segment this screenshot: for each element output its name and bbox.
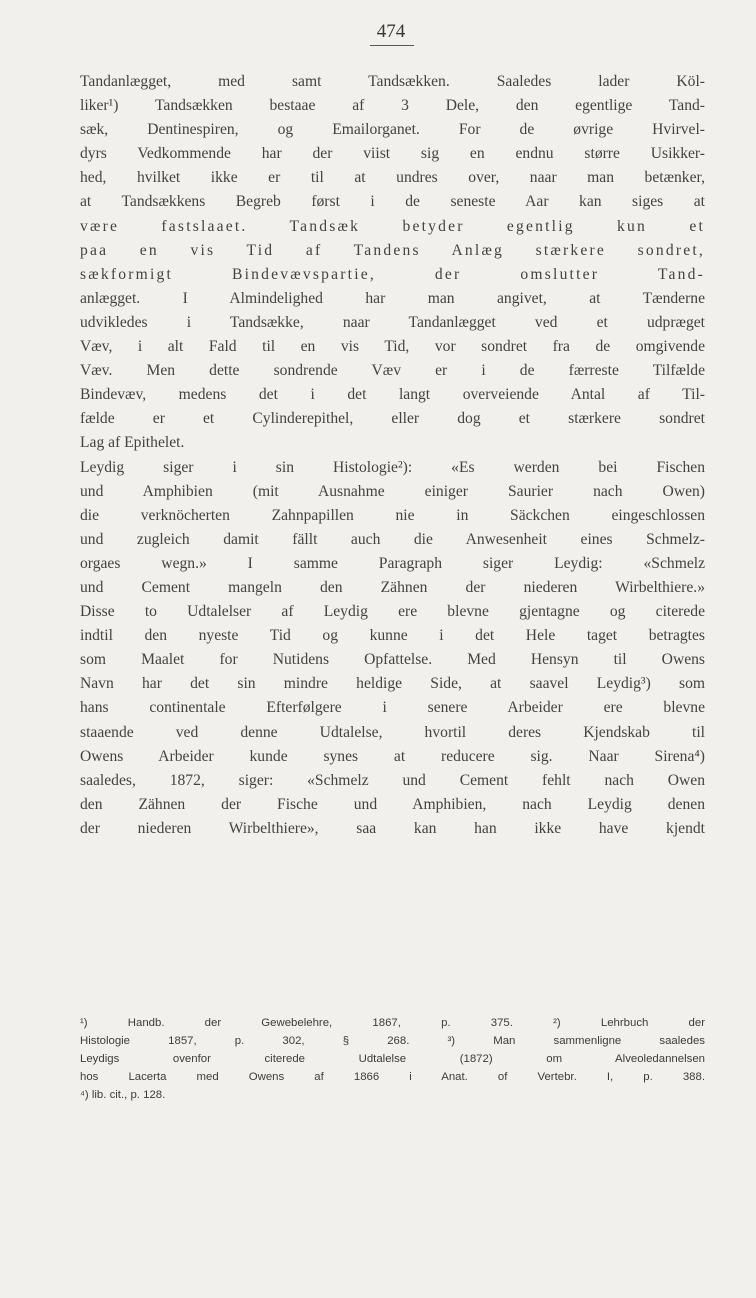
text-line: Leydig siger i sin Histologie²): «Es werden bei Fischen: [80, 458, 705, 476]
text-line: und Cement mangeln den Zähnen der niederen Wirbelthiere.»: [80, 578, 705, 596]
footnote-line: Histologie 1857, p. 302, § 268. ³) Man sammenligne saaledes: [80, 1035, 705, 1047]
text-line: Væv. Men dette sondrende Væv er i de færreste Tilfælde: [80, 362, 705, 380]
text-line: staaende ved denne Udtalelse, hvortil deres Kjendskab til: [80, 723, 705, 741]
text-line: saaledes, 1872, siger: «Schmelz und Cement fehlt nach Owen: [80, 771, 705, 789]
text-line: sækformigt Bindevævspartie, der omslutter Tand-: [80, 265, 705, 283]
footnote-line: ⁴) lib. cit., p. 128.: [80, 1089, 166, 1101]
text-line: Bindevæv, medens det i det langt overveiende Antal af Til-: [80, 386, 705, 404]
text-line: Owens Arbeider kunde synes at reducere sig. Naar Sirena⁴): [80, 747, 705, 765]
text-line: udvikledes i Tandsække, naar Tandanlægget ved et udpræget: [80, 313, 705, 331]
text-line: Navn har det sin mindre heldige Side, at saavel Leydig³) som: [80, 675, 705, 693]
text-line: være fastslaaet. Tandsæk betyder egentlig kun et: [80, 217, 705, 235]
footnote-line: ¹) Handb. der Gewebelehre, 1867, p. 375. ²) Lehrbuch der: [80, 1017, 705, 1029]
text-line: die verknöcherten Zahnpapillen nie in Säckchen eingeschlossen: [80, 506, 705, 524]
text-line: liker¹) Tandsækken bestaae af 3 Dele, den egentlige Tand-: [80, 97, 705, 115]
body-text: [80, 70, 705, 841]
text-line: der niederen Wirbelthiere», saa kan han ikke have kjendt: [80, 819, 705, 837]
text-line: anlægget. I Almindelighed har man angivet, at Tænderne: [80, 289, 705, 307]
text-line: den Zähnen der Fische und Amphibien, nach Leydig denen: [80, 795, 705, 813]
text-line: Disse to Udtalelser af Leydig ere blevne gjentagne og citerede: [80, 603, 705, 621]
text-line: orgaes wegn.» I samme Paragraph siger Leydig: «Schmelz: [80, 554, 705, 572]
text-line: hed, hvilket ikke er til at undres over, naar man betænker,: [80, 169, 705, 187]
text-line: indtil den nyeste Tid og kunne i det Hele taget betragtes: [80, 627, 705, 645]
text-line: und zugleich damit fällt auch die Anwesenheit eines Schmelz-: [80, 530, 705, 548]
footnotes: [80, 1014, 705, 1104]
text-line: Tandanlægget, med samt Tandsækken. Saaledes lader Köl-: [80, 73, 705, 90]
text-line: hans continentale Efterfølgere i senere Arbeider ere blevne: [80, 699, 705, 717]
text-line: Lag af Epithelet.: [80, 434, 185, 452]
text-line: paa en vis Tid af Tandens Anlæg stærkere sondret,: [80, 241, 705, 259]
text-line: sæk, Dentinespiren, og Emailorganet. For de øvrige Hvirvel-: [80, 121, 705, 139]
text-line: und Amphibien (mit Ausnahme einiger Saurier nach Owen): [80, 482, 705, 500]
footnote-line: hos Lacerta med Owens af 1866 i Anat. of Vertebr. I, p. 388.: [80, 1071, 705, 1083]
text-line: som Maalet for Nutidens Opfattelse. Med Hensyn til Owens: [80, 651, 705, 669]
page-number-rule: [370, 45, 414, 46]
page-number: 474: [376, 21, 406, 42]
footnote-line: Leydigs ovenfor citerede Udtalelse (1872) om Alveoledannelsen: [80, 1053, 705, 1065]
text-line: at Tandsækkens Begreb først i de seneste Aar kan siges at: [80, 193, 705, 211]
text-line: dyrs Vedkommende har der viist sig en endnu større Usikker-: [80, 145, 705, 163]
text-line: Væv, i alt Fald til en vis Tid, vor sondret fra de omgivende: [80, 338, 705, 356]
text-line: fælde er et Cylinderepithel, eller dog et stærkere sondret: [80, 410, 705, 428]
